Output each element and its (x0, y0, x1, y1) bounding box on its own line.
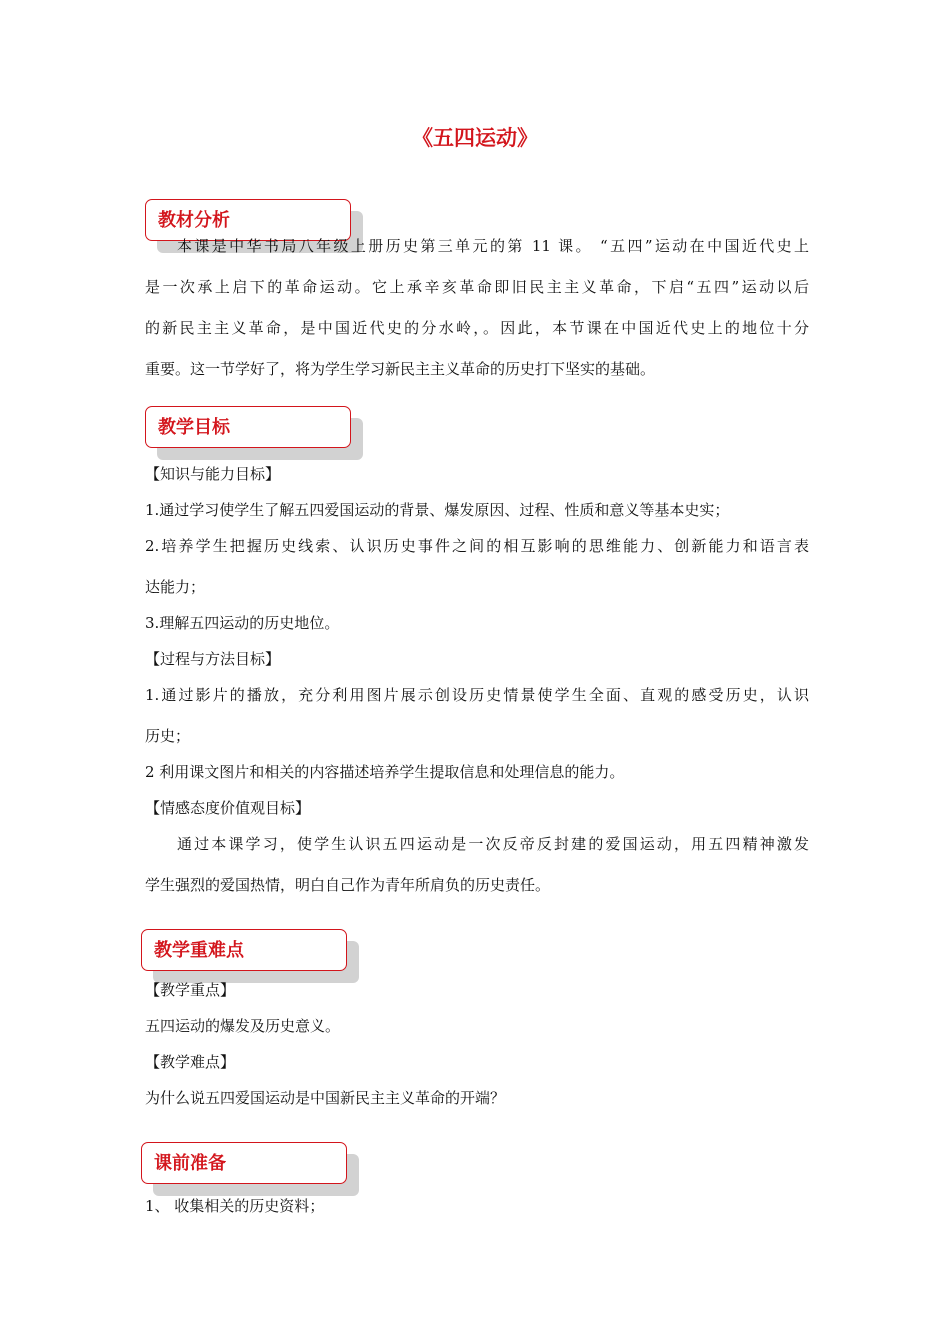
list-item: 3.理解五四运动的历史地位。 (145, 614, 340, 632)
section-heading-label: 教材分析 (158, 210, 230, 231)
section-heading-prep (141, 1142, 347, 1184)
list-item: 1、 收集相关的历史资料； (145, 1197, 325, 1215)
paragraph-line: 为什么说五四爱国运动是中国新民主主义革命的开端？ (145, 1089, 506, 1107)
list-item: 2 利用课文图片和相关的内容描述培养学生提取信息和处理信息的能力。 (145, 763, 625, 781)
document-title: 《五四运动》 (412, 126, 538, 150)
section-heading-label: 课前准备 (154, 1153, 226, 1174)
list-item-continued: 历史； (145, 727, 191, 745)
paragraph-line: 五四运动的爆发及历史意义。 (145, 1017, 341, 1035)
subheading-key: 【教学重点】 (145, 981, 236, 999)
paragraph-line: 的新民主主义革命，是中国近代史的分水岭，。因此，本节课在中国近代史上的地位十分 (145, 319, 809, 337)
paragraph-line: 学生强烈的爱国热情，明白自己作为青年所肩负的历史责任。 (145, 876, 551, 894)
paragraph-line: 重要。这一节学好了，将为学生学习新民主主义革命的历史打下坚实的基础。 (145, 360, 656, 378)
paragraph-line: 是一次承上启下的革命运动。它上承辛亥革命即旧民主主义革命，下启“五四”运动以后 (145, 278, 809, 296)
paragraph-line: 通过本课学习，使学生认识五四运动是一次反帝反封建的爱国运动，用五四精神激发 (177, 835, 809, 853)
list-item: 1.通过学习使学生了解五四爱国运动的背景、爆发原因、过程、性质和意义等基本史实； (145, 501, 730, 519)
section-heading-goals (145, 406, 351, 448)
section-heading-keypoints (141, 929, 347, 971)
paragraph-line: 本课是中华书局八年级上册历史第三单元的第 11 课。 “五四”运动在中国近代史上 (177, 237, 809, 255)
list-item-continued: 达能力； (145, 578, 206, 596)
subheading-difficulty: 【教学难点】 (145, 1053, 236, 1071)
section-heading-label: 教学重难点 (154, 940, 244, 961)
subheading-knowledge: 【知识与能力目标】 (145, 465, 281, 483)
list-item: 1.通过影片的播放，充分利用图片展示创设历史情景使学生全面、直观的感受历史，认识 (145, 686, 809, 704)
section-heading-analysis (145, 199, 351, 241)
subheading-values: 【情感态度价值观目标】 (145, 799, 311, 817)
subheading-process: 【过程与方法目标】 (145, 650, 281, 668)
section-heading-label: 教学目标 (158, 417, 230, 438)
list-item: 2.培养学生把握历史线索、认识历史事件之间的相互影响的思维能力、创新能力和语言表 (145, 537, 809, 555)
